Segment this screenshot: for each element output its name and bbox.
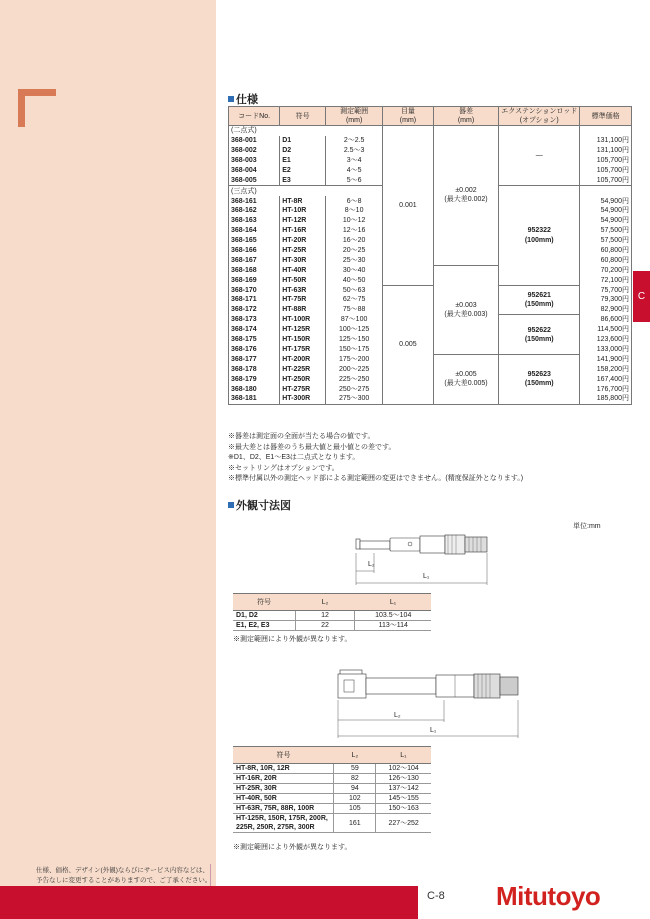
price-cell: 70,200円 [580,265,632,275]
code-cell: 368-181 [229,394,280,404]
page-number: C-8 [427,890,445,902]
col-symbol: 符号 [280,107,326,126]
symbol-cell: HT-8R [280,196,326,206]
range-cell: 12〜16 [326,226,383,236]
code-cell: 368-167 [229,256,280,266]
code-cell: 368-001 [229,136,280,146]
extension-rod-cell: 952622 (150mm) [499,315,580,355]
symbol-cell: E1 [280,156,326,166]
unit-label: 単位:mm [573,523,601,530]
code-cell: 368-175 [229,335,280,345]
price-cell: 176,700円 [580,384,632,394]
symbol-cell: HT-20R [280,236,326,246]
symbol-cell: HT-100R [280,315,326,325]
range-cell: 6〜8 [326,196,383,206]
dim2-l1-label: L₁ [430,727,437,734]
dim2-cell: 82 [334,774,376,784]
price-cell: 57,500円 [580,226,632,236]
price-cell: 86,600円 [580,315,632,325]
range-cell: 75〜88 [326,305,383,315]
col-graduation: 目量 (mm) [383,107,434,126]
price-cell: 131,100円 [580,146,632,156]
dim1-cell: 12 [295,611,355,621]
code-cell: 368-166 [229,246,280,256]
symbol-cell: HT-10R [280,206,326,216]
symbol-cell: HT-300R [280,394,326,404]
price-cell: 158,200円 [580,364,632,374]
dim1-col-symbol: 符号 [233,594,295,611]
note-line: ※セットリングはオプションです。 [228,464,339,472]
range-cell: 2.5〜3 [326,146,383,156]
table-row [233,784,431,794]
left-sidebar-band [0,0,216,919]
dim2-cell: HT-125R, 150R, 175R, 200R, 225R, 250R, 275R, 300R [233,814,334,833]
range-cell: 30〜40 [326,265,383,275]
table-row [229,285,632,295]
range-cell: 10〜12 [326,216,383,226]
dim1-col-l1: L₁ [355,594,431,611]
dim2-note: ※測定範囲により外観が異なります。 [233,844,352,851]
symbol-cell: D1 [280,136,326,146]
price-cell: 72,100円 [580,275,632,285]
symbol-cell: HT-150R [280,335,326,345]
dim2-cell: 145〜155 [376,794,431,804]
price-cell: 114,500円 [580,325,632,335]
dim2-col-l1: L₁ [376,747,431,764]
spec-notes [228,432,523,485]
symbol-cell: HT-75R [280,295,326,305]
dim-section-title: 外観寸法図 [228,497,291,513]
group-label: (三点式) [229,186,383,196]
symbol-cell: HT-30R [280,256,326,266]
table-row [233,804,431,814]
heading-square-icon [228,502,234,508]
dim2-cell: 105 [334,804,376,814]
table-row [233,794,431,804]
spec-table [228,106,632,405]
dim1-cell: 22 [295,621,355,631]
dim2-col-symbol: 符号 [233,747,334,764]
range-cell: 20〜25 [326,246,383,256]
code-cell: 368-161 [229,196,280,206]
price-cell: 105,700円 [580,175,632,185]
code-cell: 368-174 [229,325,280,335]
code-cell: 368-163 [229,216,280,226]
code-cell: 368-162 [229,206,280,216]
col-extension-rod: エクステンションロッド (オプション) [499,107,580,126]
dim2-cell: HT-63R, 75R, 88R, 100R [233,804,334,814]
range-cell: 25〜30 [326,256,383,266]
code-cell: 368-002 [229,146,280,156]
symbol-cell: HT-63R [280,285,326,295]
note-line: ※最大差とは器差のうち最大値と最小値との差です。 [228,443,396,451]
code-cell: 368-004 [229,166,280,176]
price-cell: 123,600円 [580,335,632,345]
symbol-cell: HT-16R [280,226,326,236]
price-cell: 75,700円 [580,285,632,295]
price-cell: 54,900円 [580,196,632,206]
dim2-cell: 126〜130 [376,774,431,784]
dim1-cell: 103.5〜104 [355,611,431,621]
dim2-cell: HT-8R, 10R, 12R [233,764,334,774]
error-cell: ±0.005 (最大差0.005) [433,354,499,404]
dim1-cell: 113〜114 [355,621,431,631]
symbol-cell: HT-50R [280,275,326,285]
dim-table-2 [233,746,431,833]
col-price: 標準価格 [580,107,632,126]
dim2-cell: 102 [334,794,376,804]
symbol-cell: HT-88R [280,305,326,315]
price-cell: 141,900円 [580,354,632,364]
dim2-cell: HT-25R, 30R [233,784,334,794]
dim1-l2-label: L₂ [368,561,375,568]
price-cell: 105,700円 [580,166,632,176]
dim2-cell: 59 [334,764,376,774]
extension-rod-cell: 952623 (150mm) [499,354,580,404]
symbol-cell: HT-225R [280,364,326,374]
extension-rod-cell: 952621 (150mm) [499,285,580,315]
extension-rod-cell: ― [499,126,580,186]
price-cell: 60,800円 [580,256,632,266]
range-cell: 150〜175 [326,345,383,355]
symbol-cell: E3 [280,175,326,185]
extension-rod-cell: 952322 (100mm) [499,186,580,285]
section-tab-c[interactable]: C [633,271,650,322]
dim2-cell: 150〜163 [376,804,431,814]
price-cell [580,126,632,136]
table-row [233,774,431,784]
dim1-col-l2: L₂ [295,594,355,611]
corner-bracket-mark [18,89,56,127]
spec-table-header [229,107,632,126]
col-range: 測定範囲 (mm) [326,107,383,126]
note-line: ※器差は測定面の全面が当たる場合の値です。 [228,433,375,440]
price-cell: 185,800円 [580,394,632,404]
note-line: ※D1、D2、E1〜E3は二点式となります。 [228,454,360,462]
symbol-cell: D2 [280,146,326,156]
symbol-cell: HT-175R [280,345,326,355]
note-line: ※標準付属以外の測定ヘッド部による測定範囲の変更はできません。(精度保証外となります。) [228,475,524,483]
price-cell: 82,900円 [580,305,632,315]
symbol-cell: HT-250R [280,374,326,384]
range-cell: 2〜2.5 [326,136,383,146]
range-cell: 275〜300 [326,394,383,404]
range-cell: 5〜6 [326,175,383,185]
price-cell [580,186,632,196]
code-cell: 368-164 [229,226,280,236]
symbol-cell: E2 [280,166,326,176]
dim1-cell: E1, E2, E3 [233,621,295,631]
price-cell: 105,700円 [580,156,632,166]
range-cell: 225〜250 [326,374,383,384]
footnote: 仕様、価格、デザイン(外観)ならびにサービス内容などは、 予告なしに変更することがありますので、ご了承ください。 [36,867,212,884]
symbol-cell: HT-25R [280,246,326,256]
dim1-l1-label: L₁ [423,573,430,580]
range-cell: 200〜225 [326,364,383,374]
dim2-cell: 102〜104 [376,764,431,774]
col-error: 器差 (mm) [433,107,499,126]
dim2-cell: 137〜142 [376,784,431,794]
code-cell: 368-171 [229,295,280,305]
dim2-cell: HT-40R, 50R [233,794,334,804]
range-cell: 40〜50 [326,275,383,285]
code-cell: 368-169 [229,275,280,285]
symbol-cell: HT-40R [280,265,326,275]
code-cell: 368-170 [229,285,280,295]
code-cell: 368-168 [229,265,280,275]
code-cell: 368-003 [229,156,280,166]
mitutoyo-logo: Mitutoyo [496,881,601,911]
range-cell: 87〜100 [326,315,383,325]
price-cell: 60,800円 [580,246,632,256]
range-cell: 175〜200 [326,354,383,364]
graduation-cell: 0.005 [383,285,434,404]
group-label: (二点式) [229,126,383,136]
code-cell: 368-173 [229,315,280,325]
table-row [229,126,632,136]
code-cell: 368-179 [229,374,280,384]
code-cell: 368-005 [229,175,280,185]
range-cell: 4〜5 [326,166,383,176]
dim2-l2-label: L₂ [394,712,401,719]
dim2-cell: HT-16R, 20R [233,774,334,784]
dim2-cell: 227〜252 [376,814,431,833]
table-row [233,814,431,833]
price-cell: 54,900円 [580,216,632,226]
range-cell: 62〜75 [326,295,383,305]
error-cell: ±0.003 (最大差0.003) [433,265,499,354]
spec-section-title: 仕様 [228,91,258,107]
symbol-cell: HT-200R [280,354,326,364]
range-cell: 50〜63 [326,285,383,295]
error-cell: ±0.002 (最大差0.002) [433,126,499,266]
price-cell: 79,300円 [580,295,632,305]
code-cell: 368-165 [229,236,280,246]
graduation-cell: 0.001 [383,126,434,286]
dim1-cell: D1, D2 [233,611,295,621]
range-cell: 8〜10 [326,206,383,216]
dim2-col-l2: L₂ [334,747,376,764]
range-cell: 125〜150 [326,335,383,345]
symbol-cell: HT-275R [280,384,326,394]
table-row [233,621,431,631]
range-cell: 250〜275 [326,384,383,394]
heading-square-icon [228,96,234,102]
range-cell: 100〜125 [326,325,383,335]
dim-table-1 [233,593,431,631]
code-cell: 368-178 [229,364,280,374]
symbol-cell: HT-125R [280,325,326,335]
dim1-note: ※測定範囲により外観が異なります。 [233,636,352,643]
code-cell: 368-172 [229,305,280,315]
dim2-cell: 94 [334,784,376,794]
table-row [233,611,431,621]
table-row [233,764,431,774]
dim2-cell: 161 [334,814,376,833]
two-point-gauge-drawing [340,525,510,590]
range-cell: 16〜20 [326,236,383,246]
symbol-cell: HT-12R [280,216,326,226]
range-cell: 3〜4 [326,156,383,166]
price-cell: 167,400円 [580,374,632,384]
price-cell: 54,900円 [580,206,632,216]
price-cell: 133,000円 [580,345,632,355]
price-cell: 131,100円 [580,136,632,146]
code-cell: 368-177 [229,354,280,364]
code-cell: 368-176 [229,345,280,355]
footer-red-bar [0,886,418,919]
price-cell: 57,500円 [580,236,632,246]
code-cell: 368-180 [229,384,280,394]
col-code: コードNo. [229,107,280,126]
